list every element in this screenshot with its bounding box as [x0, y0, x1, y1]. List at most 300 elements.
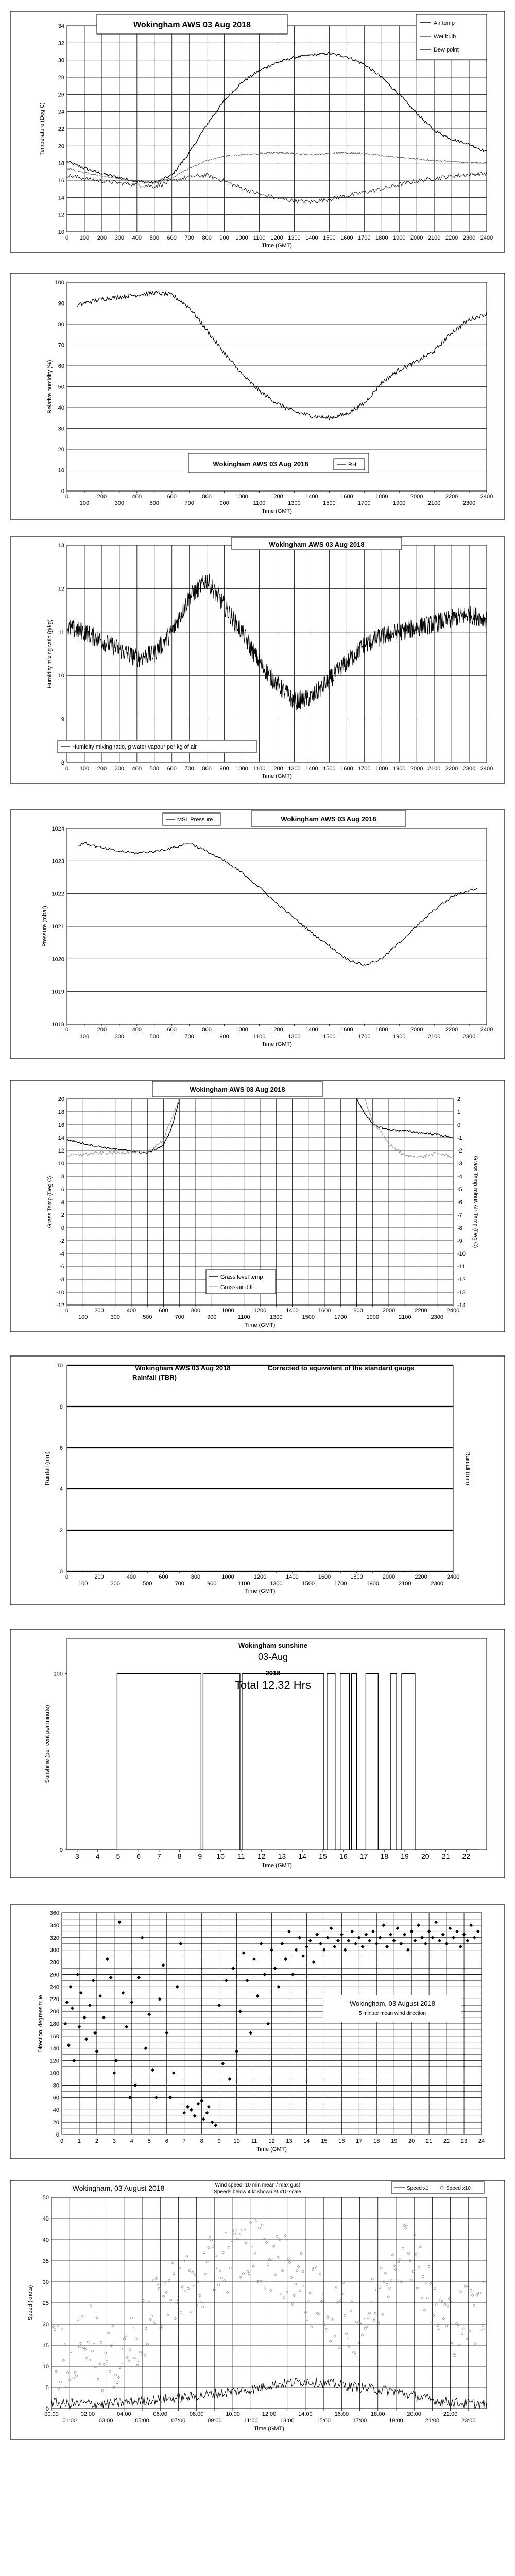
legend-label: RH [348, 462, 356, 468]
y-tick-label: 10 [42, 2364, 49, 2370]
x-tick-label: 400 [132, 235, 142, 241]
x-tick-label: 900 [219, 500, 229, 506]
x-tick-label: 400 [132, 1027, 142, 1033]
y-axis-label: Humidity mixing ratio (g/kg) [47, 619, 53, 688]
y-tick-label: -6 [59, 1264, 64, 1270]
x-tick-label: 200 [97, 494, 107, 500]
x-tick-label: 1300 [288, 500, 301, 506]
y-tick-label: 140 [49, 2045, 59, 2052]
x-tick-label: 700 [184, 766, 194, 772]
x-tick-label: 1700 [334, 1314, 347, 1320]
x-tick-label: 1100 [253, 766, 266, 772]
x-tick-label: 1500 [323, 1033, 336, 1040]
x-tick-label: 400 [126, 1574, 136, 1580]
y-tick-label: -4 [59, 1251, 64, 1257]
y-tick-label: 1024 [52, 826, 64, 832]
x-tick-label: 2100 [427, 500, 441, 506]
x-tick-label: 00:00 [44, 2411, 59, 2417]
y-right-tick-label: -6 [457, 1199, 462, 1206]
y-right-tick-label: -13 [457, 1290, 466, 1296]
x-tick-label: 22 [462, 1852, 471, 1860]
x-tick-label: 14:00 [298, 2411, 313, 2417]
sunshine-total: Total 12.32 Hrs [235, 1679, 311, 1691]
x-tick-label: 2 [95, 2138, 98, 2144]
x-tick-label: 2300 [462, 500, 476, 506]
x-tick-label: 1300 [270, 1314, 283, 1320]
y-tick-label: 12 [58, 1148, 64, 1154]
y-tick-label: 1023 [52, 858, 64, 865]
x-tick-label: 400 [132, 494, 142, 500]
y-tick-label: 100 [55, 280, 64, 286]
x-tick-label: 1800 [375, 494, 388, 500]
y-tick-label: 1018 [52, 1022, 64, 1028]
chart-title: Wokingham AWS 03 Aug 2018 [281, 815, 376, 823]
y-tick-label: 320 [49, 1935, 59, 1941]
x-tick-label: 1500 [323, 500, 336, 506]
y-tick-label: 100 [49, 2070, 59, 2077]
x-tick-label: 9 [198, 1852, 202, 1860]
chart-title: Wokingham sunshine [238, 1641, 308, 1649]
x-tick-label: 5 [147, 2138, 151, 2144]
x-tick-label: 14 [303, 2138, 310, 2144]
y-tick-label: 30 [42, 2279, 49, 2285]
x-tick-label: 5 [116, 1852, 121, 1860]
y-tick-label: 300 [49, 1947, 59, 1954]
y-tick-label: 40 [42, 2237, 49, 2243]
y-tick-label: 70 [58, 342, 64, 349]
x-tick-label: 1000 [235, 766, 248, 772]
x-tick-label: 15 [319, 1852, 327, 1860]
x-tick-label: 1500 [323, 766, 336, 772]
x-tick-label: 1100 [253, 235, 266, 241]
x-tick-label: 1200 [270, 235, 283, 241]
y-tick-label: 80 [53, 2082, 59, 2089]
x-tick-label: 16 [338, 2138, 345, 2144]
x-tick-label: 8 [177, 1852, 182, 1860]
x-tick-label: 18:00 [370, 2411, 385, 2417]
chart-title: Wokingham AWS 03 Aug 2018 [135, 1364, 231, 1372]
y-tick-label: 0 [61, 488, 64, 495]
x-axis-label: Time (GMT) [245, 1322, 276, 1328]
x-axis-label: Time (GMT) [262, 508, 292, 514]
x-tick-label: 600 [159, 1308, 168, 1314]
x-tick-label: 500 [149, 766, 159, 772]
x-tick-label: 400 [126, 1308, 136, 1314]
y-tick-label: 100 [53, 1671, 63, 1677]
x-tick-label: 2200 [445, 766, 458, 772]
x-tick-label: 1900 [366, 1314, 379, 1320]
wind-speed-chart-panel [0, 2179, 515, 2442]
x-tick-label: 1 [77, 2138, 81, 2144]
x-tick-label: 1200 [253, 1574, 267, 1580]
y-tick-label: 25 [42, 2300, 49, 2307]
legend-label: Grass level temp [220, 1274, 263, 1280]
x-tick-label: 2100 [399, 1314, 411, 1320]
x-tick-label: 800 [202, 1027, 212, 1033]
y-tick-label: 6 [59, 1445, 63, 1451]
x-tick-label: 900 [219, 766, 229, 772]
y-right-tick-label: -9 [457, 1238, 462, 1244]
wind-direction-chart [0, 1904, 515, 2161]
x-tick-label: 700 [175, 1581, 184, 1587]
x-tick-label: 2300 [431, 1581, 443, 1587]
chart-annotation: Corrected to equivalent of the standard gauge [267, 1364, 415, 1372]
x-tick-label: 10 [216, 1852, 225, 1860]
y-tick-label: 50 [58, 384, 64, 391]
y-tick-label: 240 [49, 1984, 59, 1991]
rainfall-chart-panel [0, 1355, 515, 1607]
x-tick-label: 2200 [415, 1308, 427, 1314]
y-tick-label: 10 [58, 467, 64, 474]
x-tick-label: 24 [478, 2138, 485, 2144]
x-tick-label: 1100 [237, 1581, 250, 1587]
y-axis-label-right: Rainfall (mm) [465, 1451, 471, 1485]
y-tick-label: 1019 [52, 989, 64, 995]
y-tick-label: 16 [58, 178, 64, 184]
x-tick-label: 300 [110, 1314, 120, 1320]
x-tick-label: 1400 [305, 766, 318, 772]
humidity-chart [0, 272, 515, 522]
legend-label: Wet bulb [434, 33, 456, 40]
y-tick-label: 20 [58, 447, 64, 453]
x-tick-label: 2400 [480, 1027, 493, 1033]
x-tick-label: 2000 [410, 1027, 423, 1033]
x-tick-label: 14 [298, 1852, 306, 1860]
x-tick-label: 2400 [447, 1574, 460, 1580]
x-tick-label: 12:00 [262, 2411, 277, 2417]
x-tick-label: 9 [217, 2138, 221, 2144]
x-tick-label: 1900 [392, 500, 406, 506]
x-tick-label: 800 [202, 766, 212, 772]
y-tick-label: 180 [49, 2021, 59, 2027]
y-tick-label: 10 [58, 673, 64, 680]
x-tick-label: 0 [65, 1308, 69, 1314]
x-tick-label: 1800 [375, 235, 388, 241]
x-tick-label: 200 [97, 235, 107, 241]
x-tick-label: 17 [356, 2138, 363, 2144]
y-tick-label: 10 [58, 229, 64, 235]
y-right-tick-label: -3 [457, 1161, 462, 1167]
y-tick-label: 20 [53, 2120, 59, 2126]
x-tick-label: 2100 [399, 1581, 411, 1587]
x-tick-label: 1600 [318, 1574, 331, 1580]
x-tick-label: 3 [75, 1852, 79, 1860]
x-tick-label: 700 [184, 1033, 194, 1040]
x-tick-label: 400 [132, 766, 142, 772]
x-tick-label: 0 [65, 494, 69, 500]
x-tick-label: 2000 [410, 235, 423, 241]
y-tick-label: 2 [59, 1528, 63, 1534]
chart-subtitle: Rainfall (TBR) [132, 1374, 177, 1381]
x-tick-label: 06:00 [153, 2411, 168, 2417]
x-axis-label: Time (GMT) [256, 2146, 287, 2153]
x-tick-label: 1900 [392, 1033, 406, 1040]
y-tick-label: 220 [49, 1996, 59, 2003]
x-tick-label: 12 [257, 1852, 266, 1860]
x-tick-label: 07:00 [171, 2418, 186, 2424]
y-tick-label: 340 [49, 1922, 59, 1929]
wind-direction-chart-panel [0, 1904, 515, 2161]
x-tick-label: 6 [136, 1852, 141, 1860]
x-tick-label: 2000 [410, 494, 423, 500]
x-tick-label: 300 [114, 500, 125, 506]
x-tick-label: 10 [233, 2138, 240, 2144]
x-tick-label: 1400 [286, 1574, 299, 1580]
x-tick-label: 8 [200, 2138, 203, 2144]
chart-title: Wokingham, 03 August 2018 [72, 2184, 165, 2192]
legend-label: Grass-air diff [220, 1284, 253, 1291]
x-tick-label: 100 [79, 235, 90, 241]
x-tick-label: 2200 [445, 494, 458, 500]
x-tick-label: 03:00 [98, 2418, 113, 2424]
x-tick-label: 500 [149, 500, 159, 506]
x-tick-label: 3 [112, 2138, 116, 2144]
x-tick-label: 19 [401, 1852, 409, 1860]
x-tick-label: 02:00 [80, 2411, 95, 2417]
y-axis-label-right: Grass Temp minus Air Temp (Deg C) [472, 1156, 478, 1248]
x-axis-label: Time (GMT) [262, 243, 292, 249]
x-tick-label: 2200 [415, 1574, 427, 1580]
x-tick-label: 1500 [323, 235, 336, 241]
x-tick-label: 1000 [235, 1027, 248, 1033]
x-tick-label: 1500 [302, 1314, 315, 1320]
y-tick-label: 20 [58, 143, 64, 150]
chart-title: Wokingham, 03 August 2018 [350, 1999, 435, 2007]
x-tick-label: 6 [165, 2138, 168, 2144]
y-axis-label: Sunshine (per cent per minute) [44, 1705, 50, 1783]
x-tick-label: 23 [460, 2138, 468, 2144]
x-tick-label: 1700 [334, 1581, 347, 1587]
chart-subtitle: Wind speed, 10 min mean / max gust [215, 2182, 300, 2188]
y-tick-label: 40 [53, 2107, 59, 2114]
x-tick-label: 900 [207, 1314, 217, 1320]
y-axis-label: Direction, degrees true [38, 1995, 44, 2053]
y-tick-label: 360 [49, 1910, 59, 1917]
x-tick-label: 17 [359, 1852, 368, 1860]
x-tick-label: 22 [443, 2138, 450, 2144]
sunshine-chart-panel [0, 1628, 515, 1880]
sunshine-chart [0, 1628, 515, 1880]
temperature-chart-panel [0, 10, 515, 255]
y-tick-label: 8 [61, 1174, 64, 1180]
x-tick-label: 800 [202, 235, 212, 241]
x-tick-label: 1900 [366, 1581, 379, 1587]
x-tick-label: 200 [97, 1027, 107, 1033]
y-tick-label: 20 [58, 1096, 64, 1103]
y-right-tick-label: 0 [457, 1122, 461, 1128]
x-tick-label: 0 [65, 235, 69, 241]
x-tick-label: 1300 [288, 235, 301, 241]
mixing-ratio-chart-panel [0, 536, 515, 786]
x-tick-label: 500 [143, 1314, 152, 1320]
y-tick-label: 8 [59, 1404, 63, 1410]
y-right-tick-label: -7 [457, 1212, 462, 1218]
x-tick-label: 23:00 [461, 2418, 476, 2424]
y-tick-label: 28 [58, 75, 64, 81]
y-right-tick-label: -1 [457, 1135, 462, 1141]
x-tick-label: 16 [339, 1852, 348, 1860]
y-tick-label: 14 [58, 1135, 64, 1141]
rainfall-chart [0, 1355, 515, 1607]
x-tick-label: 0 [60, 2138, 64, 2144]
chart-title: Wokingham AWS 03 Aug 2018 [213, 460, 308, 468]
x-tick-label: 2100 [427, 235, 441, 241]
x-tick-label: 300 [114, 235, 125, 241]
x-tick-label: 1600 [318, 1308, 331, 1314]
y-tick-label: 14 [58, 195, 64, 201]
x-tick-label: 300 [114, 1033, 125, 1040]
x-tick-label: 1300 [288, 766, 301, 772]
y-tick-label: 60 [53, 2095, 59, 2102]
pressure-chart [0, 809, 515, 1061]
y-tick-label: 18 [58, 160, 64, 167]
grass-temp-chart [0, 1079, 515, 1334]
x-tick-label: 2200 [445, 1027, 458, 1033]
x-tick-label: 1800 [375, 1027, 388, 1033]
grass-temp-chart-panel [0, 1079, 515, 1334]
y-tick-label: 80 [58, 321, 64, 328]
x-tick-label: 100 [78, 1314, 88, 1320]
legend-label: Speed x10 [446, 2185, 471, 2191]
x-tick-label: 1800 [375, 766, 388, 772]
x-tick-label: 1300 [288, 1033, 301, 1040]
x-tick-label: 09:00 [208, 2418, 222, 2424]
x-tick-label: 04:00 [117, 2411, 131, 2417]
x-tick-label: 500 [149, 235, 159, 241]
y-tick-label: 30 [58, 426, 64, 432]
x-tick-label: 2400 [447, 1308, 460, 1314]
x-tick-label: 1300 [270, 1581, 283, 1587]
x-tick-label: 10:00 [226, 2411, 240, 2417]
x-tick-label: 2000 [382, 1574, 396, 1580]
x-tick-label: 900 [219, 235, 229, 241]
x-tick-label: 2000 [410, 766, 423, 772]
y-tick-label: 20 [42, 2321, 49, 2328]
x-tick-label: 0 [65, 766, 69, 772]
y-tick-label: 5 [45, 2385, 49, 2391]
x-tick-label: 1700 [358, 500, 371, 506]
x-tick-label: 1200 [270, 766, 283, 772]
x-tick-label: 800 [191, 1574, 201, 1580]
x-tick-label: 11 [251, 2138, 258, 2144]
x-tick-label: 300 [110, 1581, 120, 1587]
y-tick-label: 2 [61, 1212, 64, 1218]
x-tick-label: 16:00 [334, 2411, 349, 2417]
x-tick-label: 200 [97, 766, 107, 772]
x-tick-label: 2400 [480, 494, 493, 500]
x-axis-label: Time (GMT) [245, 1588, 276, 1595]
x-tick-label: 1000 [235, 494, 248, 500]
legend-label: Speed x1 [407, 2185, 429, 2191]
x-tick-label: 13 [286, 2138, 293, 2144]
x-axis-label: Time (GMT) [254, 2426, 284, 2432]
x-tick-label: 0 [65, 1027, 69, 1033]
x-tick-label: 1400 [305, 494, 318, 500]
x-tick-label: 08:00 [189, 2411, 204, 2417]
y-tick-label: 160 [49, 2033, 59, 2040]
x-tick-label: 1600 [340, 494, 353, 500]
x-tick-label: 600 [167, 235, 177, 241]
x-tick-label: 1700 [358, 1033, 371, 1040]
x-tick-label: 17:00 [352, 2418, 367, 2424]
x-tick-label: 100 [78, 1581, 88, 1587]
chart-year: 2018 [265, 1669, 281, 1677]
x-tick-label: 500 [143, 1581, 152, 1587]
x-tick-label: 2100 [427, 766, 441, 772]
y-axis-label: Speed (knots) [27, 2285, 33, 2321]
y-tick-label: 8 [61, 760, 64, 766]
y-tick-label: 60 [58, 363, 64, 369]
x-tick-label: 1100 [253, 1033, 266, 1040]
y-tick-label: 35 [42, 2258, 49, 2264]
wind-speed-chart [0, 2179, 515, 2442]
x-axis-label: Time (GMT) [262, 1041, 292, 1047]
x-tick-label: 1000 [235, 235, 248, 241]
x-tick-label: 20 [408, 2138, 415, 2144]
x-tick-label: 4 [130, 2138, 133, 2144]
x-tick-label: 2300 [462, 766, 476, 772]
x-tick-label: 20 [421, 1852, 430, 1860]
y-tick-label: 4 [61, 1199, 64, 1206]
legend-label: Humidity mixing ratio, g water vapour per kg of air [72, 744, 197, 750]
chart-title: Wokingham AWS 03 Aug 2018 [269, 540, 365, 548]
x-tick-label: 700 [184, 235, 194, 241]
x-tick-label: 21:00 [425, 2418, 440, 2424]
x-tick-label: 100 [79, 500, 90, 506]
x-tick-label: 1500 [302, 1581, 315, 1587]
x-tick-label: 1200 [270, 494, 283, 500]
x-tick-label: 1800 [350, 1308, 363, 1314]
x-tick-label: 2400 [480, 235, 493, 241]
y-tick-label: 0 [45, 2406, 49, 2412]
y-axis-label: Rainfall (mm) [44, 1451, 50, 1485]
x-tick-label: 500 [149, 1033, 159, 1040]
x-tick-label: 2000 [382, 1308, 396, 1314]
x-tick-label: 600 [167, 494, 177, 500]
x-tick-label: 1200 [270, 1027, 283, 1033]
x-tick-label: 2100 [427, 1033, 441, 1040]
y-tick-label: 40 [58, 405, 64, 411]
y-right-tick-label: -4 [457, 1174, 462, 1180]
y-tick-label: 4 [59, 1486, 63, 1493]
y-tick-label: 45 [42, 2216, 49, 2222]
x-tick-label: 900 [207, 1581, 217, 1587]
y-tick-label: 12 [58, 212, 64, 218]
y-tick-label: 22 [58, 126, 64, 132]
y-right-tick-label: -14 [457, 1302, 466, 1309]
y-right-tick-label: -5 [457, 1187, 462, 1193]
x-tick-label: 2300 [462, 1033, 476, 1040]
x-tick-label: 1600 [340, 766, 353, 772]
temperature-chart [0, 10, 515, 255]
x-tick-label: 1100 [237, 1314, 250, 1320]
y-tick-label: 260 [49, 1972, 59, 1978]
y-axis-label: Temperature (Deg C) [39, 102, 45, 156]
x-tick-label: 0 [65, 1574, 69, 1580]
x-tick-label: 2200 [445, 235, 458, 241]
x-tick-label: 19:00 [389, 2418, 403, 2424]
x-tick-label: 700 [184, 500, 194, 506]
chart-subtitle: 5 minute mean wind direction [358, 2011, 426, 2016]
x-tick-label: 1200 [253, 1308, 267, 1314]
y-tick-label: 13 [58, 543, 64, 549]
y-tick-label: 1021 [52, 924, 64, 930]
x-tick-label: 13:00 [280, 2418, 295, 2424]
y-axis-label: Relative humidity (%) [47, 360, 53, 414]
x-tick-label: 1400 [286, 1308, 299, 1314]
x-tick-label: 2300 [462, 235, 476, 241]
y-tick-label: 1022 [52, 891, 64, 897]
